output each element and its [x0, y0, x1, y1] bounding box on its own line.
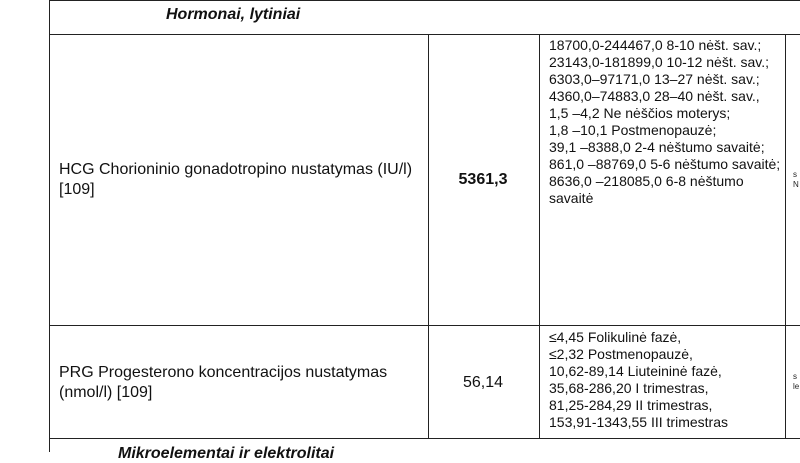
- note-prg: s le: [793, 372, 800, 391]
- test-name-hcg: HCG Chorioninio gonadotropino nustatymas (IU/l) [109]: [59, 161, 413, 198]
- row-divider: [49, 325, 800, 326]
- section-title: Hormonai, lytiniai: [166, 6, 301, 23]
- next-section-title: Mikroelementai ir elektrolitai: [118, 445, 335, 462]
- range-note-divider: [785, 34, 786, 438]
- test-value-prg: 56,14: [462, 374, 504, 391]
- section-header-bottom-border: [49, 34, 800, 35]
- reference-range-prg: ≤4,45 Folikulinė fazė, ≤2,32 Postmenopauzė, 10,62-89,14 Liuteininė fazė, 35,68-286,20 I trimestras, 81,25-284,29 II trimestras, 153,91-1343,55 III trimestras: [549, 329, 728, 430]
- reference-range-hcg: 18700,0-244467,0 8-10 nėšt. sav.; 23143,0-181899,0 10-12 nėšt. sav.; 6303,0–97171,0 13–27 nėšt. sav.; 4360,0–74883,0 28–40 nėšt. sav., 1,5 –4,2 Ne nėščios moterys; 1,8 –10,1 Postmenopauzė; 39,1 –8388,0 2-4 nėštumo savaitė; 861,0 –88769,0 5-6 nėštumo savaitė; 8636,0 –218085,0 6-8 nėštumo savaitė: [549, 37, 781, 206]
- row-divider: [49, 438, 800, 439]
- test-name-prg: PRG Progesterono koncentracijos nustatymas (nmol/l) [109]: [59, 364, 388, 401]
- table-left-border: [49, 0, 50, 452]
- test-value-hcg: 5361,3: [458, 171, 508, 188]
- note-hcg: s N: [793, 170, 799, 189]
- value-range-divider: [539, 34, 540, 438]
- table-top-border: [49, 0, 800, 1]
